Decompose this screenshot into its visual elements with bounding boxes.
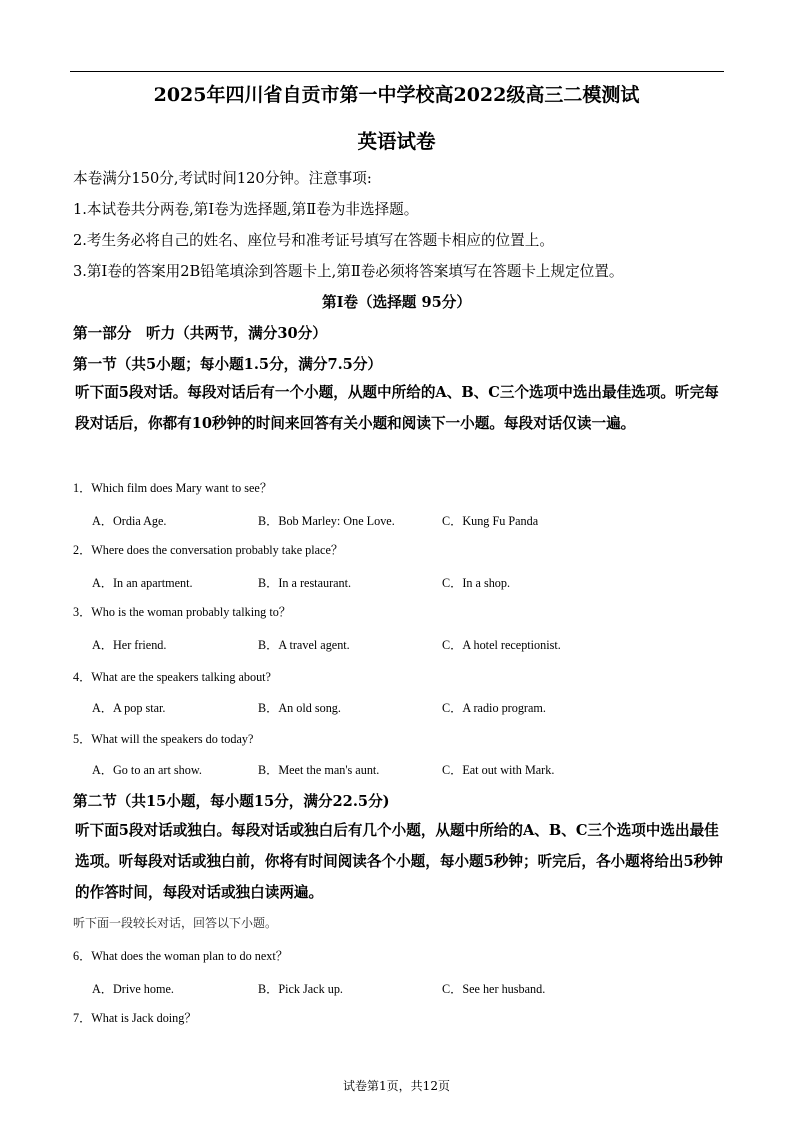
question-5: 5．What will the speakers do today? xyxy=(73,732,254,746)
question-4-option-b: B．An old song. xyxy=(258,701,341,715)
note-line: 1.本试卷共分两卷,第Ⅰ卷为选择题,第Ⅱ卷为非选择题。 xyxy=(73,201,419,218)
section-one-instructions: 听下面5段对话。每段对话后有一个小题，从题中所给的A、B、C三个选项中选出最佳选项。听完每段对话后，你都有10秒钟的时间来回答有关小题和阅读下一小题。每段对话仅读一遍。 xyxy=(75,384,719,432)
question-2-option-b: B．In a restaurant. xyxy=(258,576,352,590)
note-line: 2.考生务必将自己的姓名、座位号和准考证号填写在答题卡相应的位置上。 xyxy=(73,232,554,249)
page-footer: 试卷第1页，共12页 xyxy=(343,1079,450,1093)
question-2-option-a: A．In an apartment. xyxy=(92,576,193,590)
question-6: 6．What does the woman plan to do next？ xyxy=(73,949,288,963)
exam-title: 2025年四川省自贡市第一中学校高2022级高三二模测试 xyxy=(153,84,640,106)
question-6-option-c: C．See her husband. xyxy=(442,982,546,996)
section-two-instructions: 听下面5段对话或独白。每段对话或独白后有几个小题，从题中所给的A、B、C三个选项中选出最佳选项。听每段对话或独白前，你将有时间阅读各个小题，每小题5秒钟；听完后，各小题将给出5秒钟的作答时间，每段对话或独白读两遍。 xyxy=(75,822,723,901)
question-1: 1．Which film does Mary want to see？ xyxy=(73,481,273,495)
question-1-option-a: A．Ordia Age. xyxy=(92,514,167,528)
volume-heading: 第I卷（选择题 95分） xyxy=(322,294,471,311)
question-3-option-c: C．A hotel receptionist. xyxy=(442,638,561,652)
question-3: 3．Who is the woman probably talking to？ xyxy=(73,605,291,619)
question-5-option-b: B．Meet the man's aunt. xyxy=(258,763,380,777)
question-6-option-a: A．Drive home. xyxy=(92,982,174,996)
exam-subtitle: 英语试卷 xyxy=(357,130,436,153)
part-one-heading: 第一部分 听力（共两节，满分30分） xyxy=(73,325,327,342)
question-5-option-c: C．Eat out with Mark. xyxy=(442,763,555,777)
section-two-prompt: 听下面一段较长对话，回答以下小题。 xyxy=(73,916,278,930)
question-4-option-a: A．A pop star. xyxy=(92,701,166,715)
question-1-option-c: C．Kung Fu Panda xyxy=(442,514,539,528)
question-1-option-b: B．Bob Marley: One Love. xyxy=(258,514,395,528)
question-6-option-b: B．Pick Jack up. xyxy=(258,982,343,996)
question-4: 4．What are the speakers talking about? xyxy=(73,670,271,684)
section-one-heading: 第一节（共5小题；每小题1.5分，满分7.5分） xyxy=(73,356,383,373)
note-line: 3.第Ⅰ卷的答案用2B铅笔填涂到答题卡上,第Ⅱ卷必须将答案填写在答题卡上规定位置。 xyxy=(73,263,624,280)
question-4-option-c: C．A radio program. xyxy=(442,701,546,715)
question-3-option-b: B．A travel agent. xyxy=(258,638,350,652)
question-5-option-a: A．Go to an art show. xyxy=(92,763,202,777)
question-2-option-c: C．In a shop. xyxy=(442,576,511,590)
section-two-heading: 第二节（共15小题，每小题15分，满分22.5分) xyxy=(73,793,390,810)
question-7: 7．What is Jack doing？ xyxy=(73,1011,197,1025)
question-3-option-a: A．Her friend. xyxy=(92,638,167,652)
question-2: 2．Where does the conversation probably take place？ xyxy=(73,543,344,557)
top-rule xyxy=(70,71,724,72)
note-line: 本卷满分150分,考试时间120分钟。注意事项: xyxy=(73,170,372,187)
